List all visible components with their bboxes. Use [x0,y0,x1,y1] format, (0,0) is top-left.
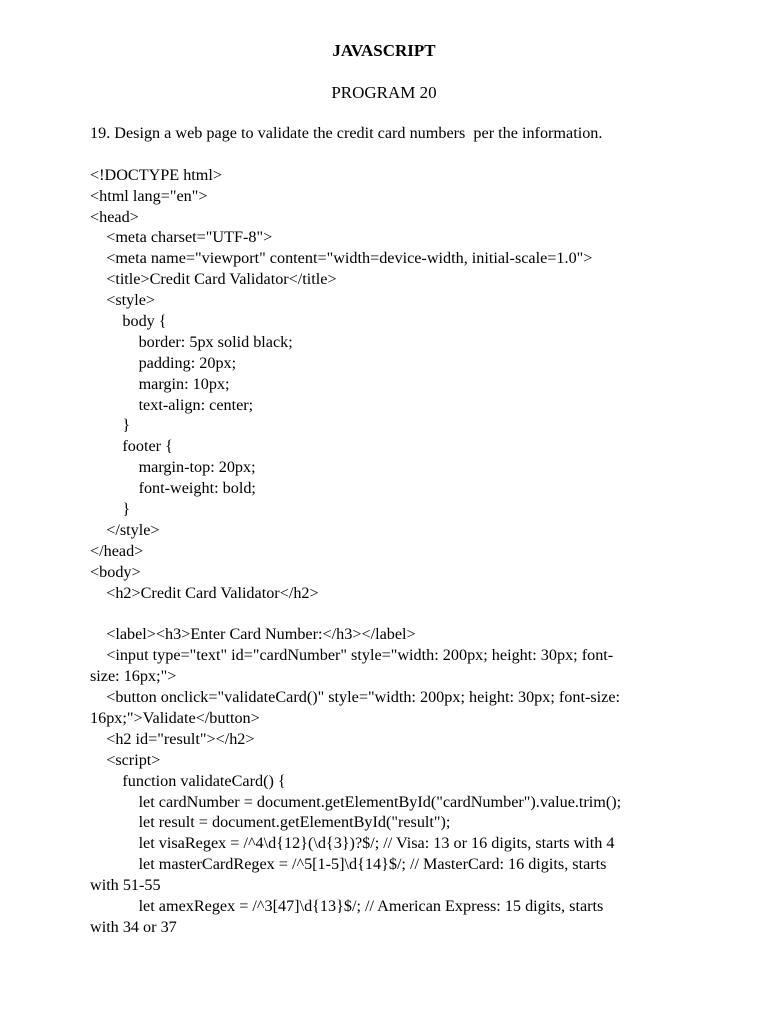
code-line: <title>Credit Card Validator</title> [90,270,337,289]
code-listing [90,123,690,938]
code-line: } [90,416,131,435]
program-label: PROGRAM 20 [331,83,437,102]
code-line: <label><h3>Enter Card Number:</h3></label> [90,625,416,644]
code-line: <head> [90,207,139,226]
code-line: body { [90,312,167,331]
code-line: <button onclick="validateCard()" style="width: 200px; height: 30px; font-size: [90,688,621,707]
code-line: </style> [90,520,160,539]
code-line: font-weight: bold; [90,479,256,498]
code-line: let masterCardRegex = /^5[1-5]\d{14}$/; // MasterCard: 16 digits, starts [90,855,607,874]
code-line: <!DOCTYPE html> [90,165,223,184]
code-line: 16px;">Validate</button> [90,708,260,727]
code-line: } [90,500,131,519]
code-line [90,603,690,624]
code-line: margin: 10px; [90,374,230,393]
code-line: size: 16px;"> [90,667,177,686]
code-line: <style> [90,291,156,310]
code-line: function validateCard() { [90,771,286,790]
code-line: <script> [90,750,161,769]
code-line: let cardNumber = document.getElementById("cardNumber").value.trim(); [90,792,622,811]
code-line: <h2 id="result"></h2> [90,729,255,748]
code-line: let amexRegex = /^3[47]\d{13}$/; // American Express: 15 digits, starts [90,896,604,915]
code-line: <meta name="viewport" content="width=device-width, initial-scale=1.0"> [90,249,593,268]
code-line: <meta charset="UTF-8"> [90,228,273,247]
code-line: padding: 20px; [90,353,237,372]
code-line: footer { [90,437,173,456]
code-line: <body> [90,562,141,581]
code-line: with 34 or 37 [90,917,177,936]
code-line: text-align: center; [90,395,254,414]
document-title: JAVASCRIPT [332,41,436,60]
code-line: let result = document.getElementById("result"); [90,813,451,832]
code-line: <html lang="en"> [90,186,208,205]
code-line: let visaRegex = /^4\d{12}(\d{3})?$/; // Visa: 13 or 16 digits, starts with 4 [90,834,615,853]
code-line: border: 5px solid black; [90,332,293,351]
code-line: margin-top: 20px; [90,458,256,477]
code-line [90,144,690,165]
code-line: <h2>Credit Card Validator</h2> [90,583,319,602]
code-line: with 51-55 [90,876,161,895]
code-line: <input type="text" id="cardNumber" style="width: 200px; height: 30px; font- [90,646,614,665]
code-line: </head> [90,541,144,560]
question-text: 19. Design a web page to validate the credit card numbers per the information. [90,124,603,142]
